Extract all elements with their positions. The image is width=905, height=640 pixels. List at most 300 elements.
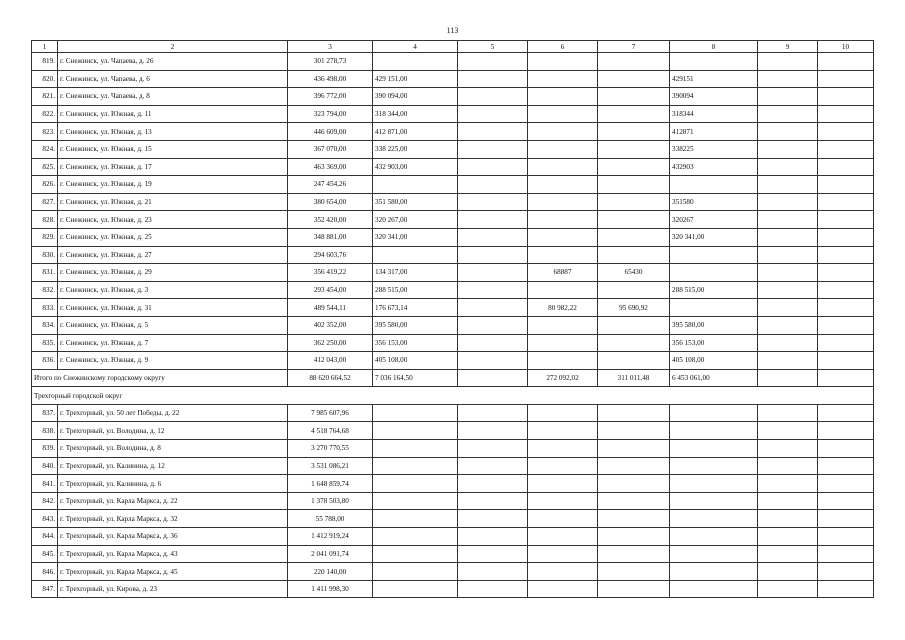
- address-cell: г. Трехгорный, ул. Калинина, д. 6: [58, 475, 288, 493]
- table-row: [32, 246, 874, 264]
- value-cell: [373, 246, 458, 264]
- value-cell: [758, 281, 818, 299]
- value-cell: [528, 492, 598, 510]
- value-cell: [458, 440, 528, 458]
- row-number: 840.: [32, 457, 58, 475]
- value-cell: [373, 545, 458, 563]
- value-cell: [373, 510, 458, 528]
- total-value-cell: [458, 369, 528, 387]
- total-value-cell: 311 011,48: [598, 369, 670, 387]
- value-cell: [818, 281, 874, 299]
- table-body: [32, 41, 874, 598]
- value-cell: [458, 88, 528, 106]
- address-cell: г. Трехгорный, ул. Володина, д. 12: [58, 422, 288, 440]
- value-cell: 2 041 091,74: [288, 545, 373, 563]
- value-cell: [670, 510, 758, 528]
- value-cell: [818, 264, 874, 282]
- value-cell: [528, 404, 598, 422]
- value-cell: 65430: [598, 264, 670, 282]
- value-cell: [458, 105, 528, 123]
- value-cell: [528, 457, 598, 475]
- value-cell: [818, 228, 874, 246]
- column-header: 6: [528, 41, 598, 53]
- value-cell: [598, 281, 670, 299]
- address-cell: г. Трехгорный, ул. Володина, д. 8: [58, 440, 288, 458]
- value-cell: [373, 53, 458, 71]
- value-cell: 390094: [670, 88, 758, 106]
- value-cell: [670, 545, 758, 563]
- value-cell: [758, 264, 818, 282]
- document-table: [31, 40, 874, 598]
- value-cell: [818, 316, 874, 334]
- table-row: [32, 316, 874, 334]
- value-cell: [528, 510, 598, 528]
- row-number: 824.: [32, 140, 58, 158]
- address-cell: г. Снежинск, ул. Южная, д. 27: [58, 246, 288, 264]
- value-cell: 7 985 607,96: [288, 404, 373, 422]
- value-cell: 402 352,00: [288, 316, 373, 334]
- address-cell: г. Снежинск, ул. Южная, д. 25: [58, 228, 288, 246]
- value-cell: [758, 158, 818, 176]
- value-cell: [598, 140, 670, 158]
- value-cell: 356 419,22: [288, 264, 373, 282]
- value-cell: 429151: [670, 70, 758, 88]
- column-header: 10: [818, 41, 874, 53]
- value-cell: [818, 440, 874, 458]
- value-cell: [758, 123, 818, 141]
- value-cell: [818, 492, 874, 510]
- value-cell: [670, 53, 758, 71]
- value-cell: [528, 563, 598, 581]
- value-cell: [758, 404, 818, 422]
- table-row: [32, 123, 874, 141]
- row-number: 839.: [32, 440, 58, 458]
- value-cell: [758, 563, 818, 581]
- value-cell: [598, 88, 670, 106]
- row-number: 844.: [32, 528, 58, 546]
- value-cell: [528, 158, 598, 176]
- value-cell: [528, 334, 598, 352]
- address-cell: г. Трехгорный, ул. Карла Маркса, д. 36: [58, 528, 288, 546]
- value-cell: [458, 53, 528, 71]
- address-cell: г. Трехгорный, ул. Карла Маркса, д. 22: [58, 492, 288, 510]
- value-cell: 288 515,00: [373, 281, 458, 299]
- row-number: 835.: [32, 334, 58, 352]
- value-cell: 323 794,00: [288, 105, 373, 123]
- value-cell: [818, 580, 874, 598]
- value-cell: [458, 475, 528, 493]
- value-cell: [373, 176, 458, 194]
- table-row: [32, 563, 874, 581]
- value-cell: [758, 492, 818, 510]
- value-cell: [818, 211, 874, 229]
- value-cell: 80 982,22: [528, 299, 598, 317]
- row-number: 838.: [32, 422, 58, 440]
- value-cell: [670, 563, 758, 581]
- value-cell: [758, 88, 818, 106]
- value-cell: [818, 404, 874, 422]
- table-row: [32, 105, 874, 123]
- value-cell: 436 498,00: [288, 70, 373, 88]
- address-cell: г. Снежинск, ул. Южная, д. 17: [58, 158, 288, 176]
- row-number: 836.: [32, 352, 58, 370]
- value-cell: [598, 440, 670, 458]
- value-cell: [528, 545, 598, 563]
- address-cell: г. Снежинск, ул. Чапаева, д. 6: [58, 70, 288, 88]
- value-cell: [670, 176, 758, 194]
- address-cell: г. Трехгорный, ул. Кирова, д. 23: [58, 580, 288, 598]
- value-cell: [373, 440, 458, 458]
- table-row: [32, 422, 874, 440]
- value-cell: [458, 457, 528, 475]
- value-cell: 220 140,00: [288, 563, 373, 581]
- total-value-cell: 272 092,02: [528, 369, 598, 387]
- value-cell: [598, 53, 670, 71]
- value-cell: 338 225,00: [373, 140, 458, 158]
- table-row: [32, 176, 874, 194]
- value-cell: [598, 528, 670, 546]
- address-cell: г. Снежинск, ул. Южная, д. 13: [58, 123, 288, 141]
- value-cell: [818, 176, 874, 194]
- value-cell: [458, 211, 528, 229]
- value-cell: [818, 70, 874, 88]
- value-cell: [818, 53, 874, 71]
- value-cell: [458, 580, 528, 598]
- value-cell: [598, 510, 670, 528]
- value-cell: 351580: [670, 193, 758, 211]
- value-cell: [528, 176, 598, 194]
- value-cell: [598, 457, 670, 475]
- row-number: 825.: [32, 158, 58, 176]
- column-header: 9: [758, 41, 818, 53]
- address-cell: г. Снежинск, ул. Южная, д. 21: [58, 193, 288, 211]
- address-cell: г. Снежинск, ул. Южная, д. 15: [58, 140, 288, 158]
- value-cell: [758, 545, 818, 563]
- value-cell: 320 341,00: [670, 228, 758, 246]
- value-cell: [458, 334, 528, 352]
- value-cell: [758, 211, 818, 229]
- value-cell: [373, 580, 458, 598]
- address-cell: г. Снежинск, ул. Южная, д. 11: [58, 105, 288, 123]
- value-cell: 395 580,00: [373, 316, 458, 334]
- value-cell: [818, 105, 874, 123]
- value-cell: [670, 422, 758, 440]
- value-cell: [758, 53, 818, 71]
- table-row: [32, 440, 874, 458]
- value-cell: [458, 352, 528, 370]
- value-cell: [528, 440, 598, 458]
- value-cell: [528, 53, 598, 71]
- value-cell: 293 454,00: [288, 281, 373, 299]
- header-row: [32, 41, 874, 53]
- value-cell: 1 648 859,74: [288, 475, 373, 493]
- row-number: 826.: [32, 176, 58, 194]
- value-cell: [670, 246, 758, 264]
- value-cell: [373, 528, 458, 546]
- table-row: [32, 545, 874, 563]
- address-cell: г. Снежинск, ул. Чапаева, д. 26: [58, 53, 288, 71]
- value-cell: [818, 545, 874, 563]
- page-number: 113: [446, 26, 459, 35]
- value-cell: [818, 457, 874, 475]
- value-cell: [458, 563, 528, 581]
- value-cell: [670, 492, 758, 510]
- value-cell: [598, 316, 670, 334]
- address-cell: г. Снежинск, ул. Чапаева, д. 8: [58, 88, 288, 106]
- value-cell: [528, 580, 598, 598]
- value-cell: [458, 140, 528, 158]
- value-cell: [758, 334, 818, 352]
- row-number: 827.: [32, 193, 58, 211]
- value-cell: [758, 140, 818, 158]
- value-cell: [670, 299, 758, 317]
- value-cell: [598, 404, 670, 422]
- value-cell: [758, 246, 818, 264]
- value-cell: [373, 475, 458, 493]
- table-row: [32, 228, 874, 246]
- value-cell: 351 580,00: [373, 193, 458, 211]
- value-cell: [528, 228, 598, 246]
- value-cell: 1 378 503,80: [288, 492, 373, 510]
- value-cell: [458, 70, 528, 88]
- value-cell: [373, 492, 458, 510]
- row-number: 829.: [32, 228, 58, 246]
- value-cell: [670, 528, 758, 546]
- value-cell: [598, 70, 670, 88]
- value-cell: 356 153,00: [670, 334, 758, 352]
- column-header: 1: [32, 41, 58, 53]
- value-cell: [598, 158, 670, 176]
- row-number: 842.: [32, 492, 58, 510]
- value-cell: 1 412 919,24: [288, 528, 373, 546]
- row-number: 834.: [32, 316, 58, 334]
- row-number: 831.: [32, 264, 58, 282]
- row-number: 822.: [32, 105, 58, 123]
- table-row: [32, 492, 874, 510]
- value-cell: 318344: [670, 105, 758, 123]
- value-cell: [528, 352, 598, 370]
- value-cell: [670, 457, 758, 475]
- address-cell: г. Снежинск, ул. Южная, д. 29: [58, 264, 288, 282]
- value-cell: [758, 440, 818, 458]
- value-cell: 362 250,00: [288, 334, 373, 352]
- value-cell: [458, 510, 528, 528]
- value-cell: [528, 281, 598, 299]
- value-cell: 320 267,00: [373, 211, 458, 229]
- table-row: [32, 88, 874, 106]
- value-cell: 134 317,00: [373, 264, 458, 282]
- total-value-cell: 6 453 061,00: [670, 369, 758, 387]
- address-cell: г. Трехгорный, ул. 50 лет Победы, д. 22: [58, 404, 288, 422]
- table-row: [32, 475, 874, 493]
- value-cell: 320267: [670, 211, 758, 229]
- row-number: 823.: [32, 123, 58, 141]
- value-cell: [528, 70, 598, 88]
- value-cell: [458, 193, 528, 211]
- value-cell: 412871: [670, 123, 758, 141]
- row-number: 837.: [32, 404, 58, 422]
- value-cell: [598, 228, 670, 246]
- value-cell: 405 108,00: [373, 352, 458, 370]
- table-row: [32, 334, 874, 352]
- table-row: [32, 352, 874, 370]
- value-cell: [818, 246, 874, 264]
- table-row: [32, 528, 874, 546]
- value-cell: 348 881,00: [288, 228, 373, 246]
- table-row: [32, 193, 874, 211]
- value-cell: 247 454,26: [288, 176, 373, 194]
- value-cell: [818, 510, 874, 528]
- value-cell: [670, 475, 758, 493]
- address-cell: г. Трехгорный, ул. Карла Маркса, д. 32: [58, 510, 288, 528]
- address-cell: г. Трехгорный, ул. Карла Маркса, д. 45: [58, 563, 288, 581]
- value-cell: 4 518 764,68: [288, 422, 373, 440]
- value-cell: [598, 211, 670, 229]
- value-cell: [373, 422, 458, 440]
- value-cell: 288 515,00: [670, 281, 758, 299]
- row-number: 830.: [32, 246, 58, 264]
- value-cell: 68887: [528, 264, 598, 282]
- row-number: 832.: [32, 281, 58, 299]
- address-cell: г. Снежинск, ул. Южная, д. 23: [58, 211, 288, 229]
- value-cell: 3 531 086,21: [288, 457, 373, 475]
- value-cell: [458, 228, 528, 246]
- value-cell: [528, 193, 598, 211]
- value-cell: [458, 281, 528, 299]
- table-row: [32, 158, 874, 176]
- row-number: 821.: [32, 88, 58, 106]
- value-cell: 432903: [670, 158, 758, 176]
- table-row: [32, 281, 874, 299]
- value-cell: [758, 193, 818, 211]
- value-cell: [758, 316, 818, 334]
- value-cell: 1 411 998,30: [288, 580, 373, 598]
- total-value-cell: 88 620 664,52: [288, 369, 373, 387]
- table-row: [32, 53, 874, 71]
- value-cell: [528, 528, 598, 546]
- value-cell: [458, 158, 528, 176]
- row-number: 828.: [32, 211, 58, 229]
- value-cell: [528, 475, 598, 493]
- total-row: [32, 369, 874, 387]
- value-cell: 395 580,00: [670, 316, 758, 334]
- row-number: 841.: [32, 475, 58, 493]
- value-cell: [458, 264, 528, 282]
- value-cell: 412 871,00: [373, 123, 458, 141]
- value-cell: [758, 580, 818, 598]
- total-label: Итого по Снежинскому городскому округу: [32, 369, 288, 387]
- value-cell: [598, 334, 670, 352]
- value-cell: [818, 140, 874, 158]
- table-row: [32, 264, 874, 282]
- row-number: 845.: [32, 545, 58, 563]
- table-row: [32, 404, 874, 422]
- value-cell: [758, 105, 818, 123]
- value-cell: 405 108,00: [670, 352, 758, 370]
- value-cell: [598, 580, 670, 598]
- value-cell: [758, 299, 818, 317]
- address-cell: г. Трехгорный, ул. Карла Маркса, д. 43: [58, 545, 288, 563]
- value-cell: [670, 264, 758, 282]
- value-cell: [818, 193, 874, 211]
- row-number: 833.: [32, 299, 58, 317]
- value-cell: [758, 528, 818, 546]
- value-cell: [598, 176, 670, 194]
- value-cell: 396 772,00: [288, 88, 373, 106]
- column-header: 8: [670, 41, 758, 53]
- value-cell: [528, 88, 598, 106]
- table-row: [32, 510, 874, 528]
- value-cell: 338225: [670, 140, 758, 158]
- value-cell: [818, 334, 874, 352]
- value-cell: [458, 545, 528, 563]
- row-number: 819.: [32, 53, 58, 71]
- value-cell: [758, 176, 818, 194]
- value-cell: 318 344,00: [373, 105, 458, 123]
- value-cell: 55 788,00: [288, 510, 373, 528]
- value-cell: [458, 176, 528, 194]
- value-cell: 429 151,00: [373, 70, 458, 88]
- value-cell: [458, 404, 528, 422]
- address-cell: г. Снежинск, ул. Южная, д. 5: [58, 316, 288, 334]
- value-cell: [758, 70, 818, 88]
- value-cell: 294 603,76: [288, 246, 373, 264]
- value-cell: [598, 246, 670, 264]
- value-cell: 432 903,00: [373, 158, 458, 176]
- address-cell: г. Трехгорный, ул. Калинина, д. 12: [58, 457, 288, 475]
- value-cell: [758, 422, 818, 440]
- value-cell: 367 070,00: [288, 140, 373, 158]
- address-cell: г. Снежинск, ул. Южная, д. 3: [58, 281, 288, 299]
- value-cell: [458, 316, 528, 334]
- column-header: 3: [288, 41, 373, 53]
- value-cell: [670, 404, 758, 422]
- value-cell: 301 278,73: [288, 53, 373, 71]
- address-cell: г. Снежинск, ул. Южная, д. 19: [58, 176, 288, 194]
- value-cell: [598, 545, 670, 563]
- value-cell: [458, 492, 528, 510]
- value-cell: [598, 475, 670, 493]
- column-header: 4: [373, 41, 458, 53]
- column-header: 7: [598, 41, 670, 53]
- value-cell: [670, 440, 758, 458]
- value-cell: [528, 105, 598, 123]
- value-cell: 95 690,92: [598, 299, 670, 317]
- value-cell: [818, 475, 874, 493]
- value-cell: 3 270 770,55: [288, 440, 373, 458]
- table-row: [32, 457, 874, 475]
- value-cell: [598, 105, 670, 123]
- address-cell: г. Снежинск, ул. Южная, д. 31: [58, 299, 288, 317]
- value-cell: 412 043,00: [288, 352, 373, 370]
- value-cell: [598, 193, 670, 211]
- section-row: [32, 387, 874, 405]
- value-cell: [598, 352, 670, 370]
- value-cell: 352 420,00: [288, 211, 373, 229]
- value-cell: 390 094,00: [373, 88, 458, 106]
- table-row: [32, 580, 874, 598]
- value-cell: [818, 299, 874, 317]
- row-number: 843.: [32, 510, 58, 528]
- value-cell: [528, 316, 598, 334]
- value-cell: [528, 140, 598, 158]
- value-cell: [818, 158, 874, 176]
- address-cell: г. Снежинск, ул. Южная, д. 7: [58, 334, 288, 352]
- value-cell: [528, 211, 598, 229]
- column-header: 2: [58, 41, 288, 53]
- value-cell: 380 654,00: [288, 193, 373, 211]
- value-cell: [598, 422, 670, 440]
